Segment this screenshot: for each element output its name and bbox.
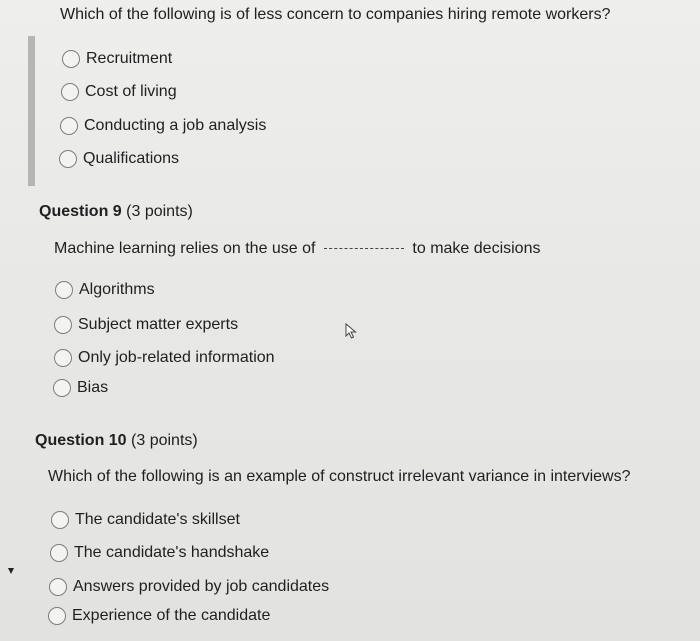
option-label: Subject matter experts — [78, 316, 239, 333]
radio-button[interactable] — [51, 511, 69, 529]
option-label: Experience of the candidate — [72, 607, 271, 624]
question-10-title: Question 10 — [35, 432, 127, 449]
radio-button[interactable] — [59, 150, 77, 168]
q9-option-job-related-info[interactable] — [54, 349, 275, 367]
prompt-text-before: Machine learning relies on the use of — [54, 240, 316, 257]
radio-button[interactable] — [50, 544, 68, 562]
q9-option-subject-matter-experts[interactable] — [54, 316, 238, 334]
question-9-title: Question 9 — [39, 203, 122, 220]
question-9-points: (3 points) — [126, 203, 193, 220]
radio-button[interactable] — [55, 281, 73, 299]
option-label: Bias — [77, 379, 109, 396]
q8-option-job-analysis[interactable] — [60, 117, 266, 135]
q9-option-bias[interactable] — [53, 379, 108, 397]
question-8-prompt: Which of the following is of less concern to companies hiring remote workers? — [60, 6, 611, 23]
radio-button[interactable] — [48, 607, 66, 625]
option-label: The candidate's skillset — [75, 511, 240, 528]
option-label: Answers provided by job candidates — [73, 578, 330, 595]
q8-option-qualifications[interactable] — [59, 150, 179, 168]
prompt-text-after: to make decisions — [412, 240, 541, 257]
option-label: Qualifications — [83, 150, 180, 167]
option-label: Cost of living — [85, 83, 177, 100]
q10-option-experience[interactable] — [48, 607, 270, 625]
radio-button[interactable] — [54, 349, 72, 367]
option-label: Only job-related information — [78, 349, 275, 366]
question-9-prompt — [54, 240, 540, 258]
option-label: Algorithms — [79, 281, 155, 298]
option-label: The candidate's handshake — [74, 544, 270, 561]
radio-button[interactable] — [60, 117, 78, 135]
q10-option-handshake[interactable] — [50, 544, 269, 562]
radio-button[interactable] — [62, 50, 80, 68]
scroll-down-arrow-icon — [8, 568, 14, 574]
option-label: Recruitment — [86, 50, 173, 67]
q10-option-answers[interactable] — [49, 578, 329, 596]
question-8-accent-bar — [28, 36, 35, 186]
q10-option-skillset[interactable] — [51, 511, 240, 529]
radio-button[interactable] — [61, 83, 79, 101]
fill-in-blank — [324, 248, 404, 249]
q8-option-cost-of-living[interactable] — [61, 83, 177, 101]
mouse-pointer-icon — [343, 322, 361, 340]
q9-option-algorithms[interactable] — [55, 281, 155, 299]
radio-button[interactable] — [53, 379, 71, 397]
radio-button[interactable] — [49, 578, 67, 596]
option-label: Conducting a job analysis — [84, 117, 267, 134]
q8-option-recruitment[interactable] — [62, 50, 172, 68]
question-10-prompt: Which of the following is an example of construct irrelevant variance in interviews? — [48, 468, 631, 485]
question-9-header — [39, 203, 193, 221]
question-10-header — [35, 432, 198, 450]
question-10-points: (3 points) — [131, 432, 198, 449]
radio-button[interactable] — [54, 316, 72, 334]
